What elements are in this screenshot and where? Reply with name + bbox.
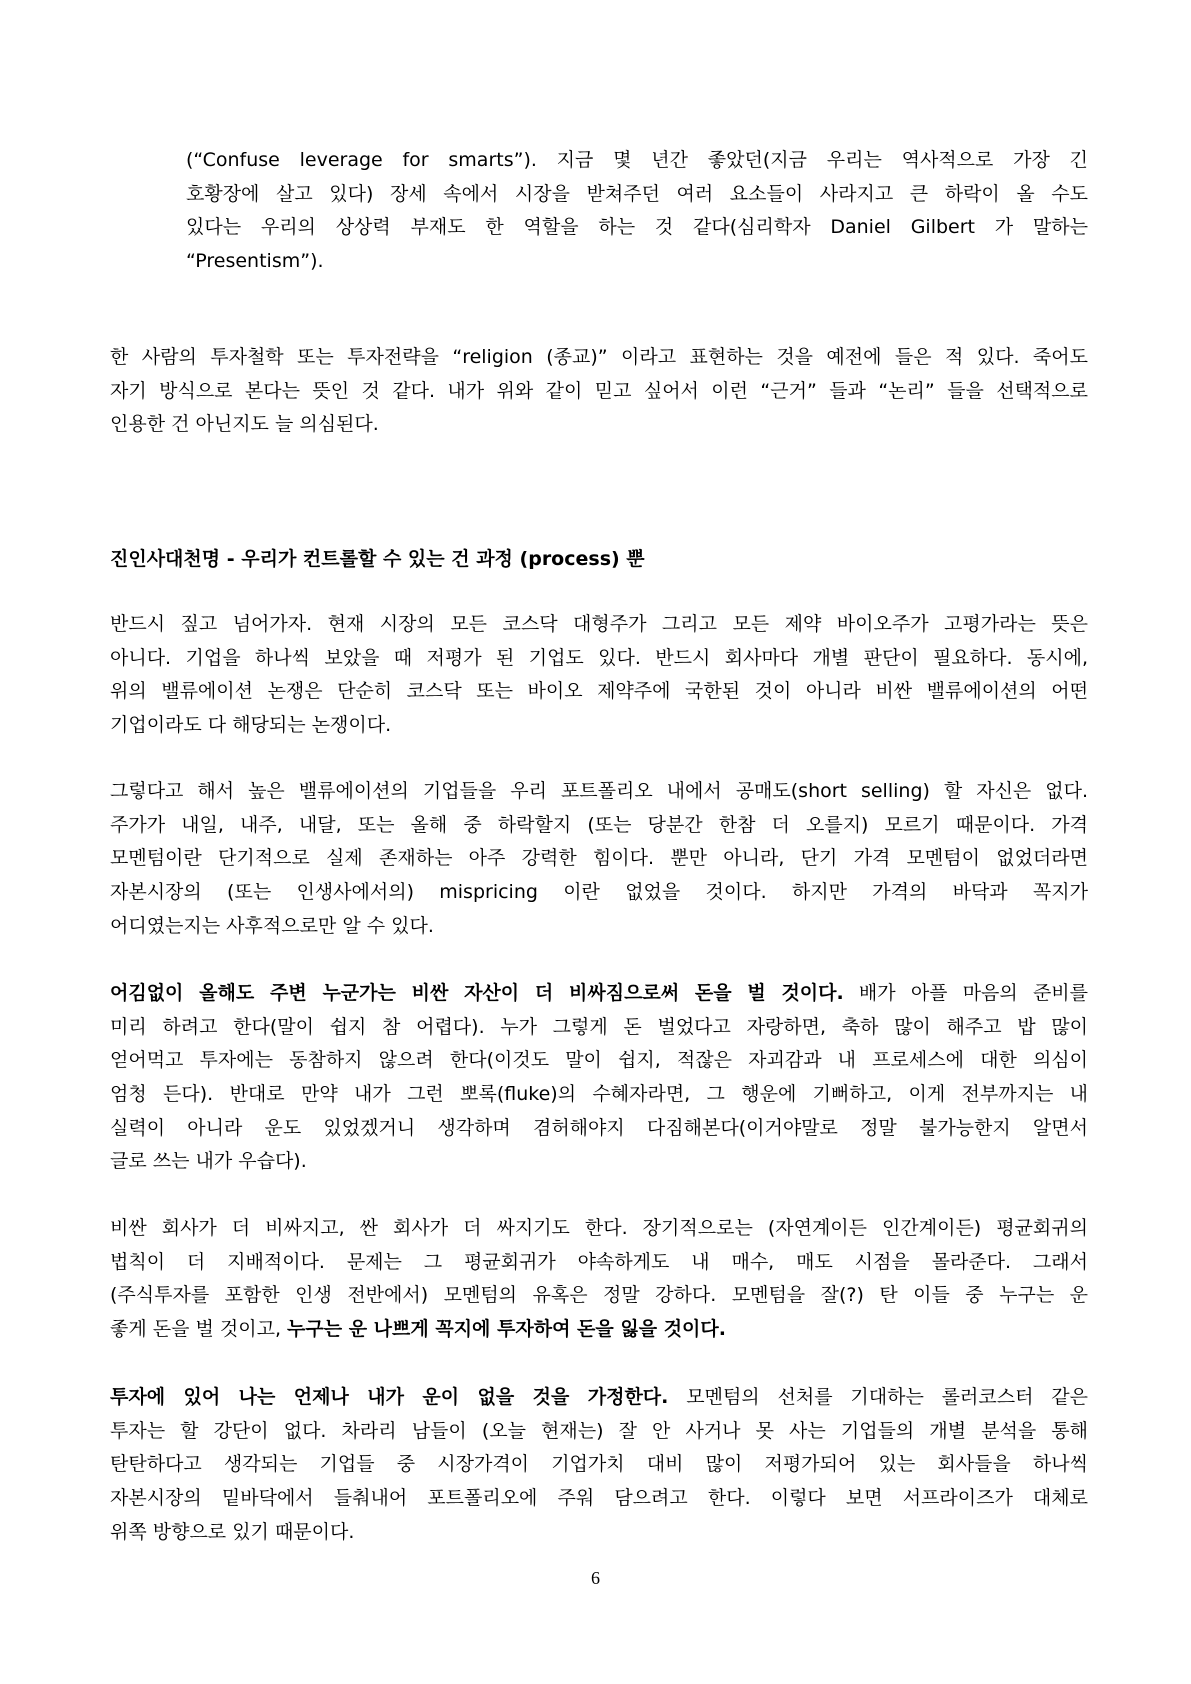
- paragraph-line: 엄청 든다). 반대로 만약 내가 그런 뽀록(fluke)의 수혜자라면, 그 행운에 기뻐하고, 이게 전부까지는 내: [110, 1083, 1088, 1106]
- paragraph: [110, 977, 1088, 1179]
- quote-line: 있다는 우리의 상상력 부재도 한 역할을 하는 것 같다(심리학자 Daniel Gilbert 가 말하는: [186, 216, 1088, 239]
- paragraph-line: 법칙이 더 지배적이다. 문제는 그 평균회귀가 야속하게도 내 매수, 매도 시점을 몰라준다. 그래서: [110, 1250, 1088, 1273]
- paragraph: [110, 1212, 1088, 1347]
- paragraph-line: [110, 1313, 1088, 1347]
- paragraph-line: 반드시 짚고 넘어가자. 현재 시장의 모든 코스닥 대형주가 그리고 모든 제약 바이오주가 고평가라는 뜻은: [110, 613, 1088, 635]
- paragraph-line: 자본시장의 밑바닥에서 들춰내어 포트폴리오에 주워 담으려고 한다. 이렇다 보면 서프라이즈가 대체로: [110, 1487, 1088, 1510]
- paragraph: [110, 775, 1088, 943]
- paragraph-line: 위의 밸류에이션 논쟁은 단순히 코스닥 또는 바이오 제약주에 국한된 것이 아니라 비싼 밸류에이션의 어떤: [110, 680, 1088, 703]
- paragraph-line: [110, 977, 1088, 1011]
- paragraph-line: 실력이 아니라 운도 있었겠거니 생각하며 겸허해야지 다짐해본다(이거야말로 정말 불가능한지 알면서: [110, 1116, 1088, 1139]
- bold-emphasis: 누구는 운 나쁘게 꼭지에 투자하여 돈을 잃을 것이다.: [287, 1318, 726, 1341]
- paragraph-line: 미리 하려고 한다(말이 쉽지 참 어렵다). 누가 그렇게 돈 벌었다고 자랑하면, 축하 많이 해주고 밥 많이: [110, 1015, 1088, 1038]
- paragraph-line: 탄탄하다고 생각되는 기업들 중 시장가격이 기업가치 대비 많이 저평가되어 있는 회사들을 하나씩: [110, 1453, 1088, 1476]
- paragraph-text: 모멘텀의 선처를 기대하는 롤러코스터 같은: [668, 1386, 1088, 1408]
- paragraph-line: 기업이라도 다 해당되는 논쟁이다.: [110, 714, 392, 737]
- section-heading: [110, 543, 1088, 577]
- paragraph-line: 어디였는지는 사후적으로만 알 수 있다.: [110, 914, 434, 937]
- paragraph-line: 자본시장의 (또는 인생사에서의) mispricing 이란 없었을 것이다. 하지만 가격의 바닥과 꼭지가: [110, 881, 1088, 904]
- paragraph-line: 아니다. 기업을 하나씩 보았을 때 저평가 된 기업도 있다. 반드시 회사마다 개별 판단이 필요하다. 동시에,: [110, 646, 1088, 669]
- paragraph-line: 글로 쓰는 내가 우습다).: [110, 1150, 307, 1173]
- bold-emphasis: 어김없이 올해도 주변 누군가는 비싼 자산이 더 비싸짐으로써 돈을 벌 것이다.: [110, 982, 844, 1004]
- paragraph-line: 그렇다고 해서 높은 밸류에이션의 기업들을 우리 포트폴리오 내에서 공매도(short selling) 할 자신은 없다.: [110, 780, 1088, 802]
- bold-emphasis: 투자에 있어 나는 언제나 내가 운이 없을 것을 가정한다.: [110, 1386, 669, 1408]
- paragraph-line: (주식투자를 포함한 인생 전반에서) 모멘텀의 유혹은 정말 강하다. 모멘텀을 잘(?) 탄 이들 중 누구는 운: [110, 1284, 1088, 1307]
- paragraph: [110, 608, 1088, 743]
- quote-block: [186, 144, 1088, 279]
- paragraph-line: 자기 방식으로 본다는 뜻인 것 같다. 내가 위와 같이 믿고 싶어서 이런 “근거” 들과 “논리” 들을 선택적으로: [110, 379, 1088, 402]
- paragraph-line: [110, 1381, 1088, 1415]
- quote-line: 호황장에 살고 있다) 장세 속에서 시장을 받쳐주던 여러 요소들이 사라지고 큰 하락이 올 수도: [186, 182, 1088, 205]
- paragraph-line: 한 사람의 투자철학 또는 투자전략을 “religion (종교)” 이라고 표현하는 것을 예전에 들은 적 있다. 죽어도: [110, 346, 1088, 368]
- section-heading-text: 진인사대천명 - 우리가 컨트롤할 수 있는 건 과정 (process) 뿐: [110, 548, 645, 570]
- paragraph-line: 주가가 내일, 내주, 내달, 또는 올해 중 하락할지 (또는 당분간 한참 더 오를지) 모르기 때문이다. 가격: [110, 813, 1088, 836]
- page-number: 6: [591, 1568, 600, 1588]
- paragraph-line: 얻어먹고 투자에는 동참하지 않으려 한다(이것도 말이 쉽지, 적잖은 자괴감과 내 프로세스에 대한 의심이: [110, 1049, 1088, 1072]
- paragraph-line: 인용한 건 아닌지도 늘 의심된다.: [110, 413, 379, 436]
- paragraph-line: 모멘텀이란 단기적으로 실제 존재하는 아주 강력한 힘이다. 뿐만 아니라, 단기 가격 모멘텀이 없었더라면: [110, 847, 1088, 870]
- paragraph-line: 비싼 회사가 더 비싸지고, 싼 회사가 더 싸지기도 한다. 장기적으로는 (자연계이든 인간계이든) 평균회귀의: [110, 1217, 1088, 1239]
- paragraph-text: 배가 아플 마음의 준비를: [843, 982, 1088, 1004]
- paragraph: [110, 1381, 1088, 1549]
- quote-line: (“Confuse leverage for smarts”). 지금 몇 년간 좋았던(지금 우리는 역사적으로 가장 긴: [186, 149, 1088, 171]
- paragraph-line: 투자는 할 강단이 없다. 차라리 남들이 (오늘 현재는) 잘 안 사거나 못 사는 기업들의 개별 분석을 통해: [110, 1419, 1088, 1442]
- paragraph-text: 좋게 돈을 벌 것이고,: [110, 1318, 288, 1341]
- quote-line: “Presentism”).: [186, 250, 324, 273]
- paragraph: [110, 341, 1088, 442]
- paragraph-line: 위쪽 방향으로 있기 때문이다.: [110, 1520, 355, 1543]
